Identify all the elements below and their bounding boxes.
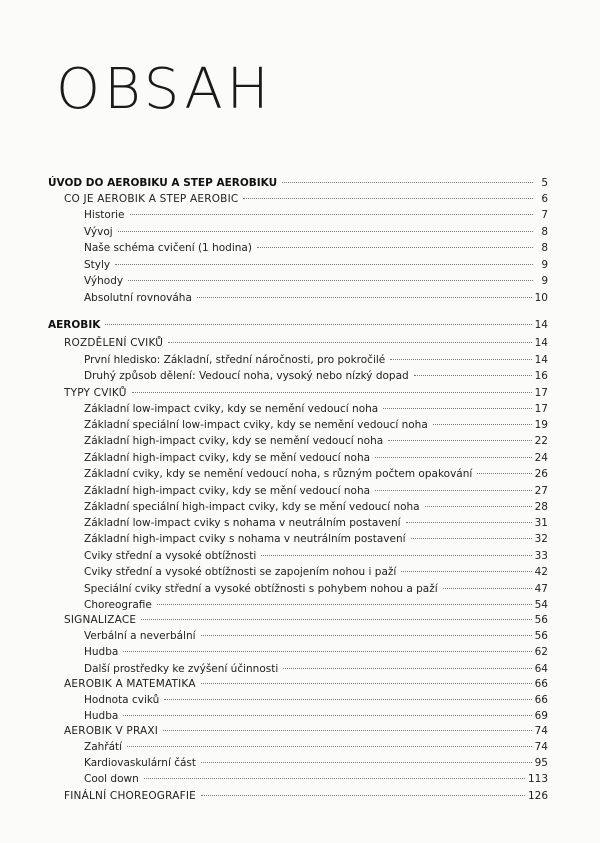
toc-page-number: 24 [534, 452, 548, 464]
toc-leader-dots [388, 440, 531, 441]
toc-entry-title: FINÁLNÍ CHOREOGRAFIE [64, 790, 196, 802]
toc-page-number: 14 [534, 337, 548, 349]
toc-entry-title: Výhody [84, 275, 124, 287]
toc-page-number: 74 [534, 741, 548, 753]
toc-page-number: 113 [527, 773, 548, 785]
toc-entry-title: Absolutní rovnováha [84, 292, 192, 304]
toc-entry-title: Druhý způsob dělení: Vedoucí noha, vysoký nebo nízký dopad [84, 370, 409, 382]
toc-entry-title: AEROBIK A MATEMATIKA [64, 678, 196, 690]
toc-entry-title: Hudba [84, 710, 119, 722]
toc-page-number: 19 [534, 419, 548, 431]
toc-item [84, 258, 548, 272]
toc-page-number: 66 [534, 678, 548, 690]
toc-entry-title: Základní speciální low-impact cviky, kdy se nemění vedoucí noha [84, 419, 428, 431]
toc-chapter [64, 336, 548, 350]
toc-leader-dots [390, 359, 531, 360]
toc-item [84, 756, 548, 770]
toc-item [84, 434, 548, 448]
toc-entry-title: Zahřátí [84, 741, 123, 753]
toc-page-number: 9 [541, 275, 548, 287]
toc-leader-dots [401, 571, 531, 572]
toc-page-number: 28 [534, 501, 548, 513]
toc-entry-title: Základní cviky, kdy se nemění vedoucí noha, s různým počtem opakování [84, 468, 473, 480]
toc-page-number: 47 [534, 583, 548, 595]
toc-page-number: 27 [534, 485, 548, 497]
toc-entry-title: Choreografie [84, 599, 152, 611]
toc-leader-dots [197, 297, 532, 298]
toc-entry-title: AEROBIK [48, 319, 101, 331]
toc-item [84, 369, 548, 383]
toc-page-number: 14 [534, 319, 548, 331]
toc-entry-title: TYPY CVIKŮ [64, 387, 127, 399]
toc-page-number: 56 [534, 630, 548, 642]
toc-page-number: 42 [534, 566, 548, 578]
toc-page-number: 56 [534, 614, 548, 626]
toc-entry-title: ROZDĚLENÍ CVIKŮ [64, 337, 164, 349]
toc-entry-title: CO JE AEROBIK A STEP AEROBIC [64, 193, 239, 205]
toc-leader-dots [123, 651, 531, 652]
toc-page-number: 54 [534, 599, 548, 611]
toc-page-number: 26 [534, 468, 548, 480]
toc-item [84, 693, 548, 707]
toc-leader-dots [163, 730, 532, 731]
toc-page-number: 16 [534, 370, 548, 382]
toc-chapter [64, 789, 548, 803]
toc-entry-title: Základní speciální high-impact cviky, kdy se mění vedoucí noha [84, 501, 420, 513]
toc-leader-dots [144, 778, 525, 779]
toc-leader-dots [118, 231, 533, 232]
toc-item [84, 208, 548, 222]
toc-item [84, 772, 548, 786]
toc-entry-title: Cviky střední a vysoké obtížnosti se zapojením nohou i paží [84, 566, 397, 578]
toc-leader-dots [157, 604, 532, 605]
toc-entry-title: Cviky střední a vysoké obtížnosti [84, 550, 257, 562]
toc-entry-title: Vývoj [84, 226, 113, 238]
toc-page-number: 6 [541, 193, 548, 205]
toc-leader-dots [282, 182, 533, 183]
toc-leader-dots [243, 198, 533, 199]
toc-leader-dots [127, 746, 532, 747]
toc-page-number: 95 [534, 757, 548, 769]
toc-item [84, 598, 548, 612]
toc-section [48, 318, 548, 332]
toc-page-number: 14 [534, 354, 548, 366]
page-title: OBSAH [56, 57, 273, 122]
toc-leader-dots [201, 762, 532, 763]
toc-page-number: 10 [534, 292, 548, 304]
toc-entry-title: Základní low-impact cviky, kdy se nemění vedoucí noha [84, 403, 379, 415]
toc-leader-dots [257, 247, 533, 248]
toc-chapter [64, 724, 548, 738]
toc-page-number: 17 [534, 387, 548, 399]
toc-leader-dots [383, 408, 531, 409]
toc-item [84, 291, 548, 305]
toc-leader-dots [123, 715, 531, 716]
toc-item [84, 274, 548, 288]
toc-leader-dots [477, 473, 531, 474]
toc-page-number: 31 [534, 517, 548, 529]
toc-leader-dots [128, 280, 533, 281]
toc-leader-dots [433, 424, 532, 425]
toc-item [84, 500, 548, 514]
toc-page-number: 126 [527, 790, 548, 802]
toc-chapter [64, 192, 548, 206]
toc-entry-title: Historie [84, 209, 125, 221]
toc-entry-title: Speciální cviky střední a vysoké obtížnosti s pohybem nohou a paží [84, 583, 438, 595]
toc-entry-title: Naše schéma cvičení (1 hodina) [84, 242, 252, 254]
toc-entry-title: Základní high-impact cviky, kdy se mění vedoucí noha [84, 452, 371, 464]
toc-leader-dots [201, 635, 532, 636]
toc-entry-title: ÚVOD DO AEROBIKU A STEP AEROBIKU [48, 177, 278, 189]
toc-entry-title: Základní high-impact cviky, kdy se nemění vedoucí noha [84, 435, 384, 447]
toc-leader-dots [414, 375, 532, 376]
toc-item [84, 484, 548, 498]
toc-item [84, 353, 548, 367]
toc-item [84, 225, 548, 239]
toc-chapter [64, 677, 548, 691]
toc-item [84, 565, 548, 579]
toc-page-number: 74 [534, 725, 548, 737]
toc-item [84, 645, 548, 659]
toc-entry-title: První hledisko: Základní, střední náročnosti, pro pokročilé [84, 354, 386, 366]
toc-entry-title: Verbální a neverbální [84, 630, 196, 642]
toc-leader-dots [130, 214, 533, 215]
toc-leader-dots [375, 490, 532, 491]
toc-leader-dots [201, 795, 525, 796]
toc-page-number: 8 [541, 242, 548, 254]
toc-item [84, 451, 548, 465]
toc-entry-title: Další prostředky ke zvýšení účinnosti [84, 663, 279, 675]
toc-page-number: 17 [534, 403, 548, 415]
toc-chapter [64, 386, 548, 400]
toc-page-number: 33 [534, 550, 548, 562]
toc-leader-dots [115, 264, 533, 265]
toc-leader-dots [425, 506, 532, 507]
toc-section [48, 176, 548, 190]
toc-entry-title: Kardiovaskulární část [84, 757, 196, 769]
toc-entry-title: Hudba [84, 646, 119, 658]
toc-leader-dots [411, 538, 532, 539]
toc-entry-title: Cool down [84, 773, 139, 785]
toc-item [84, 662, 548, 676]
toc-item [84, 402, 548, 416]
toc-leader-dots [406, 522, 532, 523]
toc-item [84, 516, 548, 530]
toc-entry-title: Styly [84, 259, 111, 271]
toc-leader-dots [141, 619, 531, 620]
toc-chapter [64, 613, 548, 627]
toc-page-number: 69 [534, 710, 548, 722]
toc-page-number: 8 [541, 226, 548, 238]
toc-entry-title: SIGNALIZACE [64, 614, 137, 626]
toc-entry-title: Základní high-impact cviky s nohama v neutrálním postavení [84, 533, 406, 545]
toc-leader-dots [168, 342, 531, 343]
toc-leader-dots [283, 668, 531, 669]
toc-item [84, 549, 548, 563]
toc-leader-dots [443, 588, 532, 589]
toc-leader-dots [164, 699, 531, 700]
toc-entry-title: Základní low-impact cviky s nohama v neutrálním postavení [84, 517, 401, 529]
toc-item [84, 532, 548, 546]
toc-entry-title: Základní high-impact cviky, kdy se mění vedoucí noha [84, 485, 371, 497]
toc-item [84, 709, 548, 723]
toc-item [84, 418, 548, 432]
toc-item [84, 582, 548, 596]
toc-page-number: 7 [541, 209, 548, 221]
toc-leader-dots [132, 392, 532, 393]
toc-page-number: 5 [541, 177, 548, 189]
toc-leader-dots [375, 457, 532, 458]
toc-page-number: 66 [534, 694, 548, 706]
toc-item [84, 740, 548, 754]
toc-page-number: 22 [534, 435, 548, 447]
toc-leader-dots [201, 683, 532, 684]
toc-page-number: 62 [534, 646, 548, 658]
toc-leader-dots [105, 324, 531, 325]
toc-leader-dots [261, 555, 531, 556]
toc-entry-title: AEROBIK V PRAXI [64, 725, 159, 737]
toc-item [84, 241, 548, 255]
toc-page-number: 9 [541, 259, 548, 271]
toc-item [84, 467, 548, 481]
toc-entry-title: Hodnota cviků [84, 694, 160, 706]
toc-item [84, 629, 548, 643]
toc-page-number: 64 [534, 663, 548, 675]
toc-page-number: 32 [534, 533, 548, 545]
